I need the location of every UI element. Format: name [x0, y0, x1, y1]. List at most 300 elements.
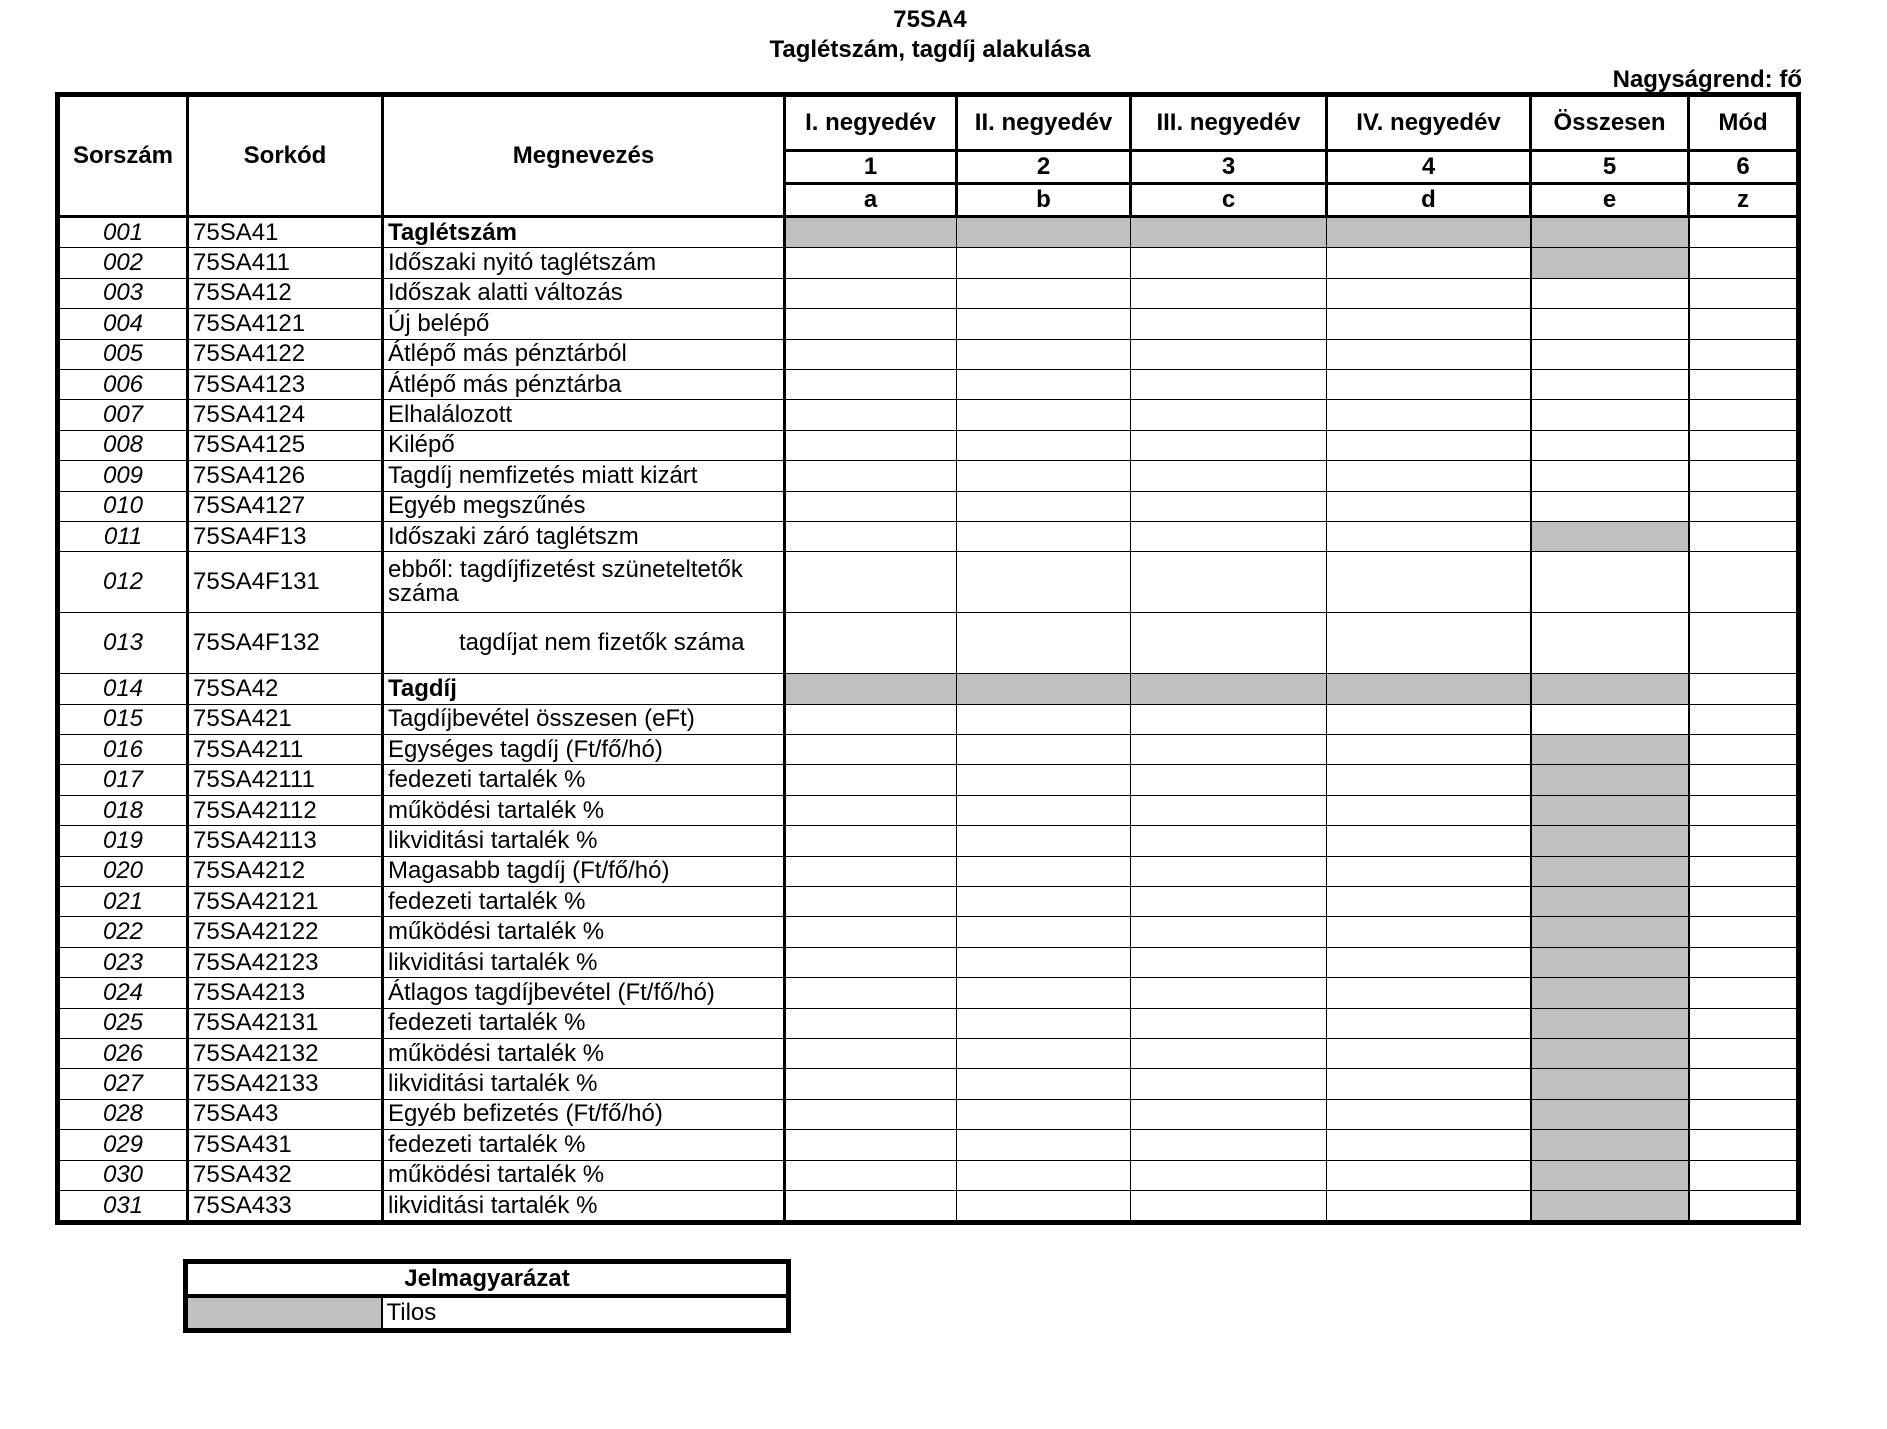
data-cell-q2[interactable] [957, 978, 1131, 1008]
data-cell-q1[interactable] [785, 339, 957, 369]
data-cell-q1[interactable] [785, 552, 957, 613]
data-cell-q4[interactable] [1327, 826, 1531, 856]
data-cell-q1[interactable] [785, 369, 957, 399]
forbidden-cell-total [1531, 978, 1689, 1008]
row-megnevezes: Tagdíj nemfizetés miatt kizárt [383, 461, 785, 491]
row-megnevezes: tagdíjat nem fizetők száma [383, 613, 785, 674]
data-table [55, 92, 1801, 1225]
data-cell-mod[interactable] [1689, 400, 1799, 430]
data-cell-q3[interactable] [1131, 947, 1327, 977]
row-sorkod: 75SA4211 [188, 735, 383, 765]
row-megnevezes: Időszaki nyitó taglétszám [383, 248, 785, 278]
row-sorszam: 002 [58, 248, 188, 278]
row-sorszam: 029 [58, 1130, 188, 1160]
data-cell-q3[interactable] [1131, 491, 1327, 521]
row-sorszam: 005 [58, 339, 188, 369]
data-cell-q4[interactable] [1327, 309, 1531, 339]
data-cell-q3[interactable] [1131, 735, 1327, 765]
data-cell-q1[interactable] [785, 309, 957, 339]
data-cell-q2[interactable] [957, 795, 1131, 825]
col-header-q4: IV. negyedév [1327, 95, 1531, 151]
forbidden-cell-q1 [785, 217, 957, 248]
data-cell-mod[interactable] [1689, 309, 1799, 339]
col-header-q3: III. negyedév [1131, 95, 1327, 151]
col-letter-c: c [1131, 184, 1327, 217]
row-sorszam: 027 [58, 1069, 188, 1099]
data-cell-mod[interactable] [1689, 735, 1799, 765]
row-sorszam: 021 [58, 887, 188, 917]
table-row [58, 1130, 1799, 1160]
data-cell-total[interactable] [1531, 339, 1689, 369]
table-row [58, 887, 1799, 917]
forbidden-cell-total [1531, 1160, 1689, 1190]
data-cell-total[interactable] [1531, 461, 1689, 491]
data-cell-q4[interactable] [1327, 339, 1531, 369]
data-cell-q2[interactable] [957, 461, 1131, 491]
row-megnevezes: működési tartalék % [383, 795, 785, 825]
data-cell-q4[interactable] [1327, 552, 1531, 613]
forbidden-cell-total [1531, 217, 1689, 248]
row-megnevezes: Tagdíj [383, 674, 785, 704]
row-sorszam: 014 [58, 674, 188, 704]
row-sorszam: 031 [58, 1190, 188, 1222]
data-cell-q2[interactable] [957, 887, 1131, 917]
table-row [58, 856, 1799, 886]
row-sorszam: 007 [58, 400, 188, 430]
data-cell-q4[interactable] [1327, 704, 1531, 734]
data-cell-q3[interactable] [1131, 917, 1327, 947]
data-cell-q4[interactable] [1327, 947, 1531, 977]
data-cell-q1[interactable] [785, 947, 957, 977]
table-row [58, 765, 1799, 795]
data-cell-q1[interactable] [785, 826, 957, 856]
row-sorszam: 025 [58, 1008, 188, 1038]
table-row [58, 491, 1799, 521]
data-cell-q4[interactable] [1327, 1190, 1531, 1222]
row-sorkod: 75SA42121 [188, 887, 383, 917]
row-sorszam: 019 [58, 826, 188, 856]
row-sorkod: 75SA4F131 [188, 552, 383, 613]
data-cell-mod[interactable] [1689, 917, 1799, 947]
data-cell-mod[interactable] [1689, 887, 1799, 917]
row-sorszam: 012 [58, 552, 188, 613]
data-cell-q2[interactable] [957, 917, 1131, 947]
row-sorszam: 015 [58, 704, 188, 734]
data-cell-q4[interactable] [1327, 735, 1531, 765]
data-cell-q1[interactable] [785, 400, 957, 430]
row-sorkod: 75SA433 [188, 1190, 383, 1222]
col-header-sorszam: Sorszám [58, 95, 188, 217]
data-cell-mod[interactable] [1689, 461, 1799, 491]
forbidden-cell-total [1531, 1190, 1689, 1222]
forbidden-cell-total [1531, 947, 1689, 977]
data-cell-q1[interactable] [785, 795, 957, 825]
data-cell-mod[interactable] [1689, 704, 1799, 734]
col-number-1: 1 [785, 151, 957, 184]
col-letter-b: b [957, 184, 1131, 217]
table-row [58, 1008, 1799, 1038]
data-cell-q1[interactable] [785, 521, 957, 551]
data-cell-total[interactable] [1531, 309, 1689, 339]
forbidden-cell-q2 [957, 674, 1131, 704]
row-sorkod: 75SA4124 [188, 400, 383, 430]
row-megnevezes: Átlépő más pénztárba [383, 369, 785, 399]
row-megnevezes: működési tartalék % [383, 917, 785, 947]
data-cell-q4[interactable] [1327, 917, 1531, 947]
row-megnevezes: Taglétszám [383, 217, 785, 248]
row-sorkod: 75SA4122 [188, 339, 383, 369]
data-cell-q2[interactable] [957, 278, 1131, 308]
data-cell-q2[interactable] [957, 1130, 1131, 1160]
table-row [58, 1190, 1799, 1222]
data-cell-q4[interactable] [1327, 1069, 1531, 1099]
table-row [58, 1069, 1799, 1099]
data-cell-mod[interactable] [1689, 947, 1799, 977]
data-cell-q2[interactable] [957, 309, 1131, 339]
data-cell-q2[interactable] [957, 369, 1131, 399]
data-cell-q2[interactable] [957, 856, 1131, 886]
data-cell-q3[interactable] [1131, 1038, 1327, 1068]
table-row [58, 461, 1799, 491]
data-cell-mod[interactable] [1689, 1008, 1799, 1038]
data-cell-q3[interactable] [1131, 1190, 1327, 1222]
data-cell-q2[interactable] [957, 1008, 1131, 1038]
data-cell-q1[interactable] [785, 461, 957, 491]
table-row [58, 248, 1799, 278]
data-cell-q4[interactable] [1327, 795, 1531, 825]
row-megnevezes: működési tartalék % [383, 1038, 785, 1068]
data-cell-q4[interactable] [1327, 278, 1531, 308]
data-cell-mod[interactable] [1689, 1130, 1799, 1160]
forbidden-cell-total [1531, 887, 1689, 917]
data-cell-q2[interactable] [957, 248, 1131, 278]
row-megnevezes: Időszaki záró taglétszm [383, 521, 785, 551]
row-sorszam: 008 [58, 430, 188, 460]
col-number-5: 5 [1531, 151, 1689, 184]
row-sorkod: 75SA42123 [188, 947, 383, 977]
table-body [58, 217, 1799, 1223]
form-code: 75SA4 [893, 6, 967, 33]
data-cell-mod[interactable] [1689, 795, 1799, 825]
data-cell-q3[interactable] [1131, 430, 1327, 460]
table-row [58, 217, 1799, 248]
table-row [58, 552, 1799, 613]
data-cell-total[interactable] [1531, 704, 1689, 734]
col-letter-d: d [1327, 184, 1531, 217]
data-cell-mod[interactable] [1689, 856, 1799, 886]
row-sorkod: 75SA42113 [188, 826, 383, 856]
data-cell-q4[interactable] [1327, 369, 1531, 399]
data-cell-mod[interactable] [1689, 978, 1799, 1008]
data-cell-q1[interactable] [785, 430, 957, 460]
data-cell-q1[interactable] [785, 1038, 957, 1068]
row-sorszam: 006 [58, 369, 188, 399]
data-cell-q1[interactable] [785, 1099, 957, 1129]
data-cell-q3[interactable] [1131, 309, 1327, 339]
data-cell-mod[interactable] [1689, 674, 1799, 704]
col-header-mod: Mód [1689, 95, 1799, 151]
data-cell-total[interactable] [1531, 491, 1689, 521]
row-megnevezes: Egyéb befizetés (Ft/fő/hó) [383, 1099, 785, 1129]
row-sorkod: 75SA4127 [188, 491, 383, 521]
data-cell-q1[interactable] [785, 1069, 957, 1099]
data-cell-q3[interactable] [1131, 461, 1327, 491]
data-cell-q3[interactable] [1131, 552, 1327, 613]
row-megnevezes: Tagdíjbevétel összesen (eFt) [383, 704, 785, 734]
table-row [58, 369, 1799, 399]
data-cell-mod[interactable] [1689, 278, 1799, 308]
data-cell-q3[interactable] [1131, 278, 1327, 308]
forbidden-cell-total [1531, 1069, 1689, 1099]
data-cell-q4[interactable] [1327, 1130, 1531, 1160]
data-cell-q1[interactable] [785, 735, 957, 765]
data-cell-mod[interactable] [1689, 521, 1799, 551]
data-cell-total[interactable] [1531, 400, 1689, 430]
data-cell-q3[interactable] [1131, 704, 1327, 734]
row-sorkod: 75SA4121 [188, 309, 383, 339]
data-cell-q3[interactable] [1131, 613, 1327, 674]
row-sorkod: 75SA431 [188, 1130, 383, 1160]
forbidden-cell-q3 [1131, 217, 1327, 248]
data-cell-mod[interactable] [1689, 1038, 1799, 1068]
data-cell-q2[interactable] [957, 704, 1131, 734]
row-megnevezes: likviditási tartalék % [383, 947, 785, 977]
row-megnevezes: fedezeti tartalék % [383, 765, 785, 795]
data-cell-q4[interactable] [1327, 856, 1531, 886]
data-cell-q3[interactable] [1131, 1099, 1327, 1129]
data-cell-q2[interactable] [957, 1190, 1131, 1222]
row-sorkod: 75SA4F132 [188, 613, 383, 674]
forbidden-cell-q2 [957, 217, 1131, 248]
row-sorszam: 024 [58, 978, 188, 1008]
data-cell-q1[interactable] [785, 765, 957, 795]
data-cell-total[interactable] [1531, 430, 1689, 460]
data-cell-total[interactable] [1531, 613, 1689, 674]
data-cell-q2[interactable] [957, 735, 1131, 765]
table-row [58, 1099, 1799, 1129]
row-sorszam: 004 [58, 309, 188, 339]
row-sorszam: 016 [58, 735, 188, 765]
data-cell-q4[interactable] [1327, 491, 1531, 521]
col-header-megnevezes: Megnevezés [383, 95, 785, 217]
data-cell-q4[interactable] [1327, 400, 1531, 430]
forbidden-cell-total [1531, 826, 1689, 856]
forbidden-cell-total [1531, 1038, 1689, 1068]
row-megnevezes: likviditási tartalék % [383, 1190, 785, 1222]
data-cell-q2[interactable] [957, 521, 1131, 551]
row-megnevezes: likviditási tartalék % [383, 826, 785, 856]
row-sorszam: 003 [58, 278, 188, 308]
row-sorkod: 75SA412 [188, 278, 383, 308]
data-cell-mod[interactable] [1689, 552, 1799, 613]
data-cell-q4[interactable] [1327, 978, 1531, 1008]
data-cell-mod[interactable] [1689, 1160, 1799, 1190]
col-number-3: 3 [1131, 151, 1327, 184]
data-cell-q3[interactable] [1131, 856, 1327, 886]
data-cell-q3[interactable] [1131, 369, 1327, 399]
col-letter-e: e [1531, 184, 1689, 217]
data-cell-q3[interactable] [1131, 887, 1327, 917]
data-cell-q2[interactable] [957, 613, 1131, 674]
data-cell-q4[interactable] [1327, 765, 1531, 795]
row-sorkod: 75SA4F13 [188, 521, 383, 551]
data-cell-q4[interactable] [1327, 1008, 1531, 1038]
row-megnevezes: fedezeti tartalék % [383, 1008, 785, 1038]
legend-swatch [186, 1296, 382, 1331]
data-cell-q3[interactable] [1131, 826, 1327, 856]
data-cell-mod[interactable] [1689, 491, 1799, 521]
unit-label: Nagyságrend: fő [1612, 66, 1802, 93]
forbidden-cell-total [1531, 1099, 1689, 1129]
data-cell-q1[interactable] [785, 704, 957, 734]
data-cell-total[interactable] [1531, 369, 1689, 399]
data-cell-q1[interactable] [785, 917, 957, 947]
data-cell-mod[interactable] [1689, 430, 1799, 460]
row-megnevezes: Új belépő [383, 309, 785, 339]
table-row [58, 947, 1799, 977]
row-megnevezes: likviditási tartalék % [383, 1069, 785, 1099]
table-row [58, 978, 1799, 1008]
table-row [58, 1160, 1799, 1190]
row-sorszam: 018 [58, 795, 188, 825]
data-cell-q1[interactable] [785, 887, 957, 917]
table-row [58, 704, 1799, 734]
row-megnevezes: Magasabb tagdíj (Ft/fő/hó) [383, 856, 785, 886]
data-cell-mod[interactable] [1689, 1190, 1799, 1222]
data-cell-q3[interactable] [1131, 978, 1327, 1008]
data-cell-total[interactable] [1531, 552, 1689, 613]
data-cell-q1[interactable] [785, 1160, 957, 1190]
forbidden-cell-total [1531, 1008, 1689, 1038]
row-sorszam: 020 [58, 856, 188, 886]
data-cell-q2[interactable] [957, 552, 1131, 613]
legend [183, 1259, 791, 1333]
col-number-2: 2 [957, 151, 1131, 184]
data-cell-q4[interactable] [1327, 430, 1531, 460]
data-cell-q4[interactable] [1327, 1160, 1531, 1190]
table-row [58, 400, 1799, 430]
data-cell-q3[interactable] [1131, 1130, 1327, 1160]
table-row [58, 430, 1799, 460]
data-cell-q4[interactable] [1327, 613, 1531, 674]
data-cell-mod[interactable] [1689, 217, 1799, 248]
data-cell-q3[interactable] [1131, 765, 1327, 795]
forbidden-cell-total [1531, 248, 1689, 278]
data-cell-q2[interactable] [957, 491, 1131, 521]
data-cell-q1[interactable] [785, 856, 957, 886]
data-cell-q2[interactable] [957, 826, 1131, 856]
data-cell-q3[interactable] [1131, 521, 1327, 551]
forbidden-cell-q3 [1131, 674, 1327, 704]
data-cell-q2[interactable] [957, 339, 1131, 369]
data-cell-q1[interactable] [785, 1008, 957, 1038]
data-cell-q1[interactable] [785, 1130, 957, 1160]
forbidden-cell-total [1531, 1130, 1689, 1160]
data-cell-mod[interactable] [1689, 1069, 1799, 1099]
data-cell-mod[interactable] [1689, 826, 1799, 856]
row-megnevezes: Egységes tagdíj (Ft/fő/hó) [383, 735, 785, 765]
row-sorkod: 75SA42122 [188, 917, 383, 947]
row-megnevezes: Időszak alatti változás [383, 278, 785, 308]
legend-title: Jelmagyarázat [186, 1262, 789, 1297]
data-cell-q4[interactable] [1327, 521, 1531, 551]
row-sorkod: 75SA421 [188, 704, 383, 734]
row-sorkod: 75SA432 [188, 1160, 383, 1190]
row-megnevezes: Átlagos tagdíjbevétel (Ft/fő/hó) [383, 978, 785, 1008]
data-cell-q1[interactable] [785, 978, 957, 1008]
row-sorszam: 013 [58, 613, 188, 674]
row-sorkod: 75SA41 [188, 217, 383, 248]
data-cell-mod[interactable] [1689, 339, 1799, 369]
row-sorszam: 028 [58, 1099, 188, 1129]
data-cell-q2[interactable] [957, 1038, 1131, 1068]
table-row [58, 309, 1799, 339]
row-sorkod: 75SA42132 [188, 1038, 383, 1068]
table-row [58, 917, 1799, 947]
forbidden-cell-q4 [1327, 217, 1531, 248]
data-cell-q3[interactable] [1131, 339, 1327, 369]
col-letter-z: z [1689, 184, 1799, 217]
data-cell-q2[interactable] [957, 765, 1131, 795]
legend-label: Tilos [382, 1296, 789, 1331]
data-cell-q3[interactable] [1131, 1069, 1327, 1099]
forbidden-cell-q1 [785, 674, 957, 704]
data-cell-q4[interactable] [1327, 1038, 1531, 1068]
data-cell-q2[interactable] [957, 1069, 1131, 1099]
data-cell-q2[interactable] [957, 947, 1131, 977]
data-cell-q1[interactable] [785, 278, 957, 308]
table-row [58, 735, 1799, 765]
data-cell-total[interactable] [1531, 278, 1689, 308]
data-cell-q1[interactable] [785, 248, 957, 278]
data-cell-q4[interactable] [1327, 1099, 1531, 1129]
data-cell-q3[interactable] [1131, 795, 1327, 825]
data-cell-q2[interactable] [957, 1099, 1131, 1129]
data-cell-mod[interactable] [1689, 369, 1799, 399]
row-sorkod: 75SA42111 [188, 765, 383, 795]
data-cell-q3[interactable] [1131, 1008, 1327, 1038]
data-cell-mod[interactable] [1689, 248, 1799, 278]
row-megnevezes: Egyéb megszűnés [383, 491, 785, 521]
forbidden-cell-total [1531, 856, 1689, 886]
row-megnevezes: Elhalálozott [383, 400, 785, 430]
data-cell-mod[interactable] [1689, 613, 1799, 674]
col-header-q2: II. negyedév [957, 95, 1131, 151]
data-cell-q4[interactable] [1327, 887, 1531, 917]
data-cell-q1[interactable] [785, 613, 957, 674]
data-cell-q3[interactable] [1131, 400, 1327, 430]
data-cell-q1[interactable] [785, 1190, 957, 1222]
data-cell-q1[interactable] [785, 491, 957, 521]
col-header-q1: I. negyedév [785, 95, 957, 151]
data-cell-q2[interactable] [957, 400, 1131, 430]
data-cell-mod[interactable] [1689, 1099, 1799, 1129]
table-row [58, 521, 1799, 551]
data-cell-q4[interactable] [1327, 248, 1531, 278]
data-cell-q3[interactable] [1131, 248, 1327, 278]
row-sorszam: 017 [58, 765, 188, 795]
row-megnevezes: Kilépő [383, 430, 785, 460]
table-row [58, 795, 1799, 825]
data-cell-q2[interactable] [957, 1160, 1131, 1190]
forbidden-cell-total [1531, 765, 1689, 795]
data-cell-q3[interactable] [1131, 1160, 1327, 1190]
col-letter-a: a [785, 184, 957, 217]
data-cell-mod[interactable] [1689, 765, 1799, 795]
forbidden-cell-total [1531, 521, 1689, 551]
data-cell-q4[interactable] [1327, 461, 1531, 491]
data-cell-q2[interactable] [957, 430, 1131, 460]
